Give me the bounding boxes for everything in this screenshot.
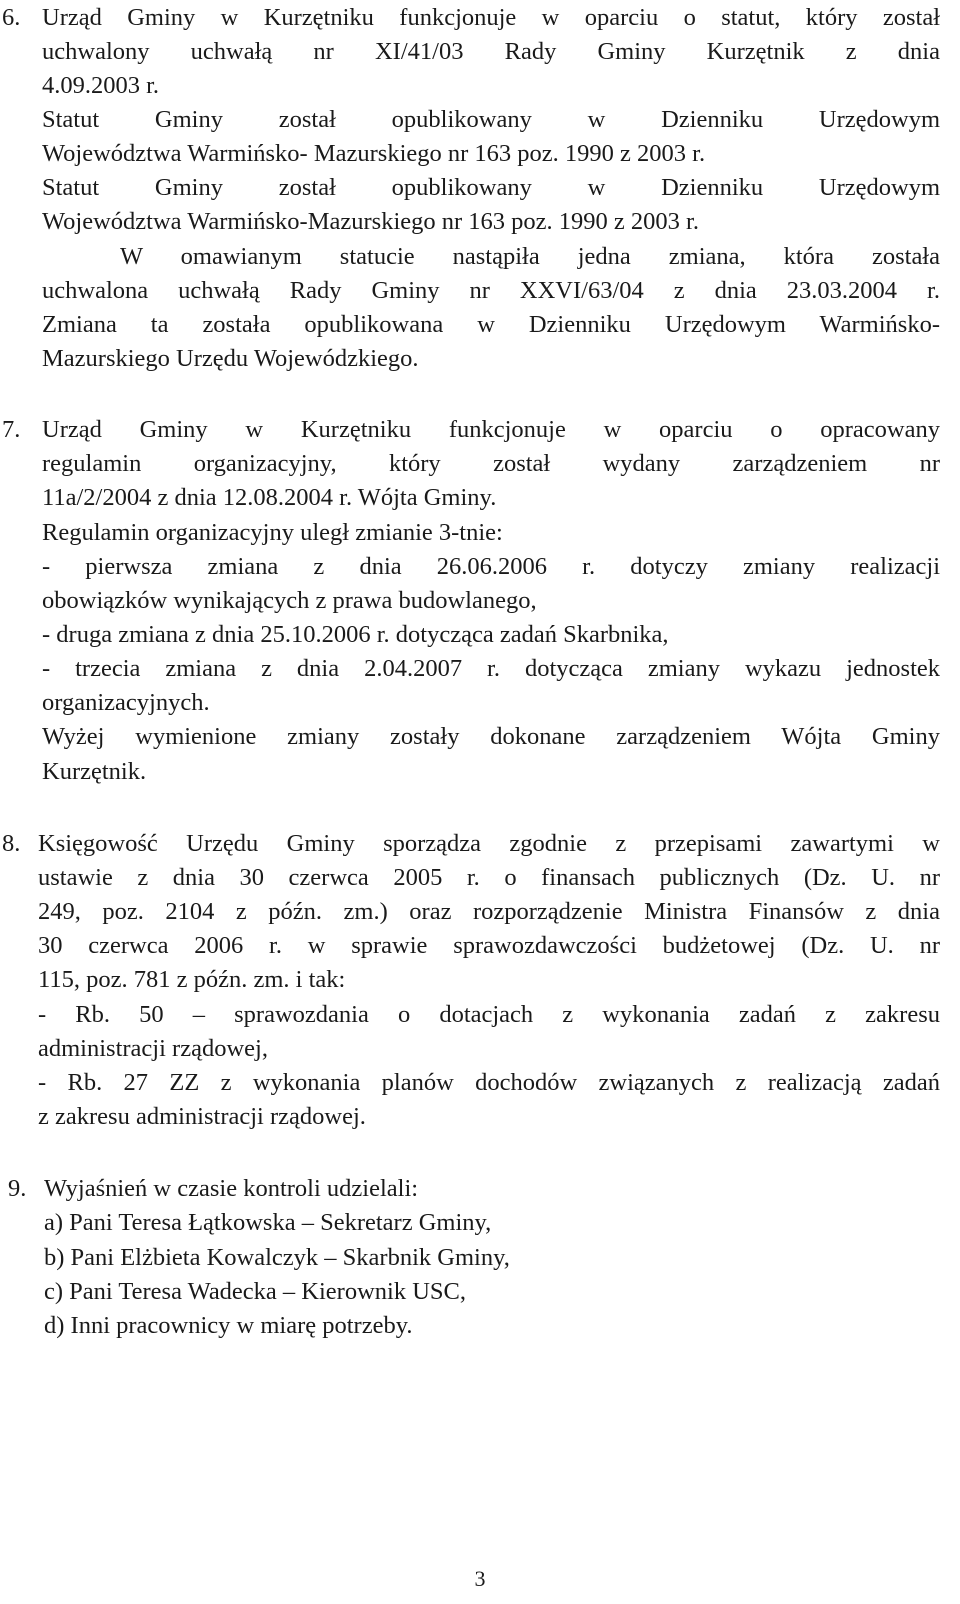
- text-line: - Rb. 50 – sprawozdania o dotacjach z wykonania zadań z zakresu: [38, 1001, 940, 1028]
- text-line: - pierwsza zmiana z dnia 26.06.2006 r. dotyczy zmiany realizacji: [42, 553, 940, 580]
- text-line: Wyjaśnień w czasie kontroli udzielali:: [44, 1175, 419, 1202]
- text-line: 30 czerwca 2006 r. w sprawie sprawozdawczości budżetowej (Dz. U. nr: [38, 932, 940, 959]
- text-line: ustawie z dnia 30 czerwca 2005 r. o finansach publicznych (Dz. U. nr: [38, 864, 940, 891]
- text-line: Statut Gminy został opublikowany w Dzienniku Urzędowym: [42, 106, 940, 133]
- text-line: regulamin organizacyjny, który został wydany zarządzeniem nr: [42, 450, 940, 477]
- text-line: uchwalona uchwałą Rady Gminy nr XXVI/63/04 z dnia 23.03.2004 r.: [42, 277, 940, 304]
- text-line: Księgowość Urzędu Gminy sporządza zgodnie z przepisami zawartymi w: [38, 830, 940, 857]
- text-line: - Rb. 27 ZZ z wykonania planów dochodów związanych z realizacją zadań: [38, 1069, 940, 1096]
- text-line: a) Pani Teresa Łątkowska – Sekretarz Gminy,: [44, 1209, 492, 1236]
- text-line: b) Pani Elżbieta Kowalczyk – Skarbnik Gminy,: [44, 1244, 510, 1271]
- text-line: obowiązków wynikających z prawa budowlanego,: [42, 587, 537, 614]
- text-line: c) Pani Teresa Wadecka – Kierownik USC,: [44, 1278, 467, 1305]
- text-line: organizacyjnych.: [42, 689, 210, 716]
- text-line: 11a/2/2004 z dnia 12.08.2004 r. Wójta Gminy.: [42, 484, 497, 511]
- text-line: Wyżej wymienione zmiany zostały dokonane zarządzeniem Wójta Gminy: [42, 723, 940, 750]
- text-line: - druga zmiana z dnia 25.10.2006 r. dotycząca zadań Skarbnika,: [42, 621, 669, 648]
- text-line: administracji rządowej,: [38, 1035, 268, 1062]
- text-line: Urząd Gminy w Kurzętniku funkcjonuje w oparciu o statut, który został: [42, 4, 940, 31]
- text-line: - trzecia zmiana z dnia 2.04.2007 r. dotycząca zmiany wykazu jednostek: [42, 655, 940, 682]
- text-line: z zakresu administracji rządowej.: [38, 1103, 366, 1130]
- page-number: 3: [474, 1566, 486, 1591]
- text-line: uchwalony uchwałą nr XI/41/03 Rady Gminy Kurzętnik z dnia: [42, 38, 940, 65]
- section-number: 8.: [2, 830, 21, 857]
- text-line: W omawianym statucie nastąpiła jedna zmiana, która została: [120, 243, 940, 270]
- section-number: 7.: [2, 416, 21, 443]
- section-number: 9.: [8, 1175, 27, 1202]
- text-line: Kurzętnik.: [42, 758, 147, 785]
- text-line: Województwa Warmińsko-Mazurskiego nr 163 poz. 1990 z 2003 r.: [42, 208, 699, 235]
- text-line: Regulamin organizacyjny uległ zmianie 3-tnie:: [42, 519, 503, 546]
- text-line: 115, poz. 781 z późn. zm. i tak:: [38, 966, 346, 993]
- text-line: Mazurskiego Urzędu Wojewódzkiego.: [42, 345, 419, 372]
- text-line: 4.09.2003 r.: [42, 72, 160, 99]
- text-line: Zmiana ta została opublikowana w Dzienniku Urzędowym Warmińsko-: [42, 311, 940, 338]
- text-line: Urząd Gminy w Kurzętniku funkcjonuje w oparciu o opracowany: [42, 416, 940, 443]
- text-line: 249, poz. 2104 z późn. zm.) oraz rozporządzenie Ministra Finansów z dnia: [38, 898, 940, 925]
- text-line: Statut Gminy został opublikowany w Dzienniku Urzędowym: [42, 174, 940, 201]
- text-line: Województwa Warmińsko- Mazurskiego nr 163 poz. 1990 z 2003 r.: [42, 140, 706, 167]
- text-line: d) Inni pracownicy w miarę potrzeby.: [44, 1312, 413, 1339]
- section-number: 6.: [2, 4, 21, 31]
